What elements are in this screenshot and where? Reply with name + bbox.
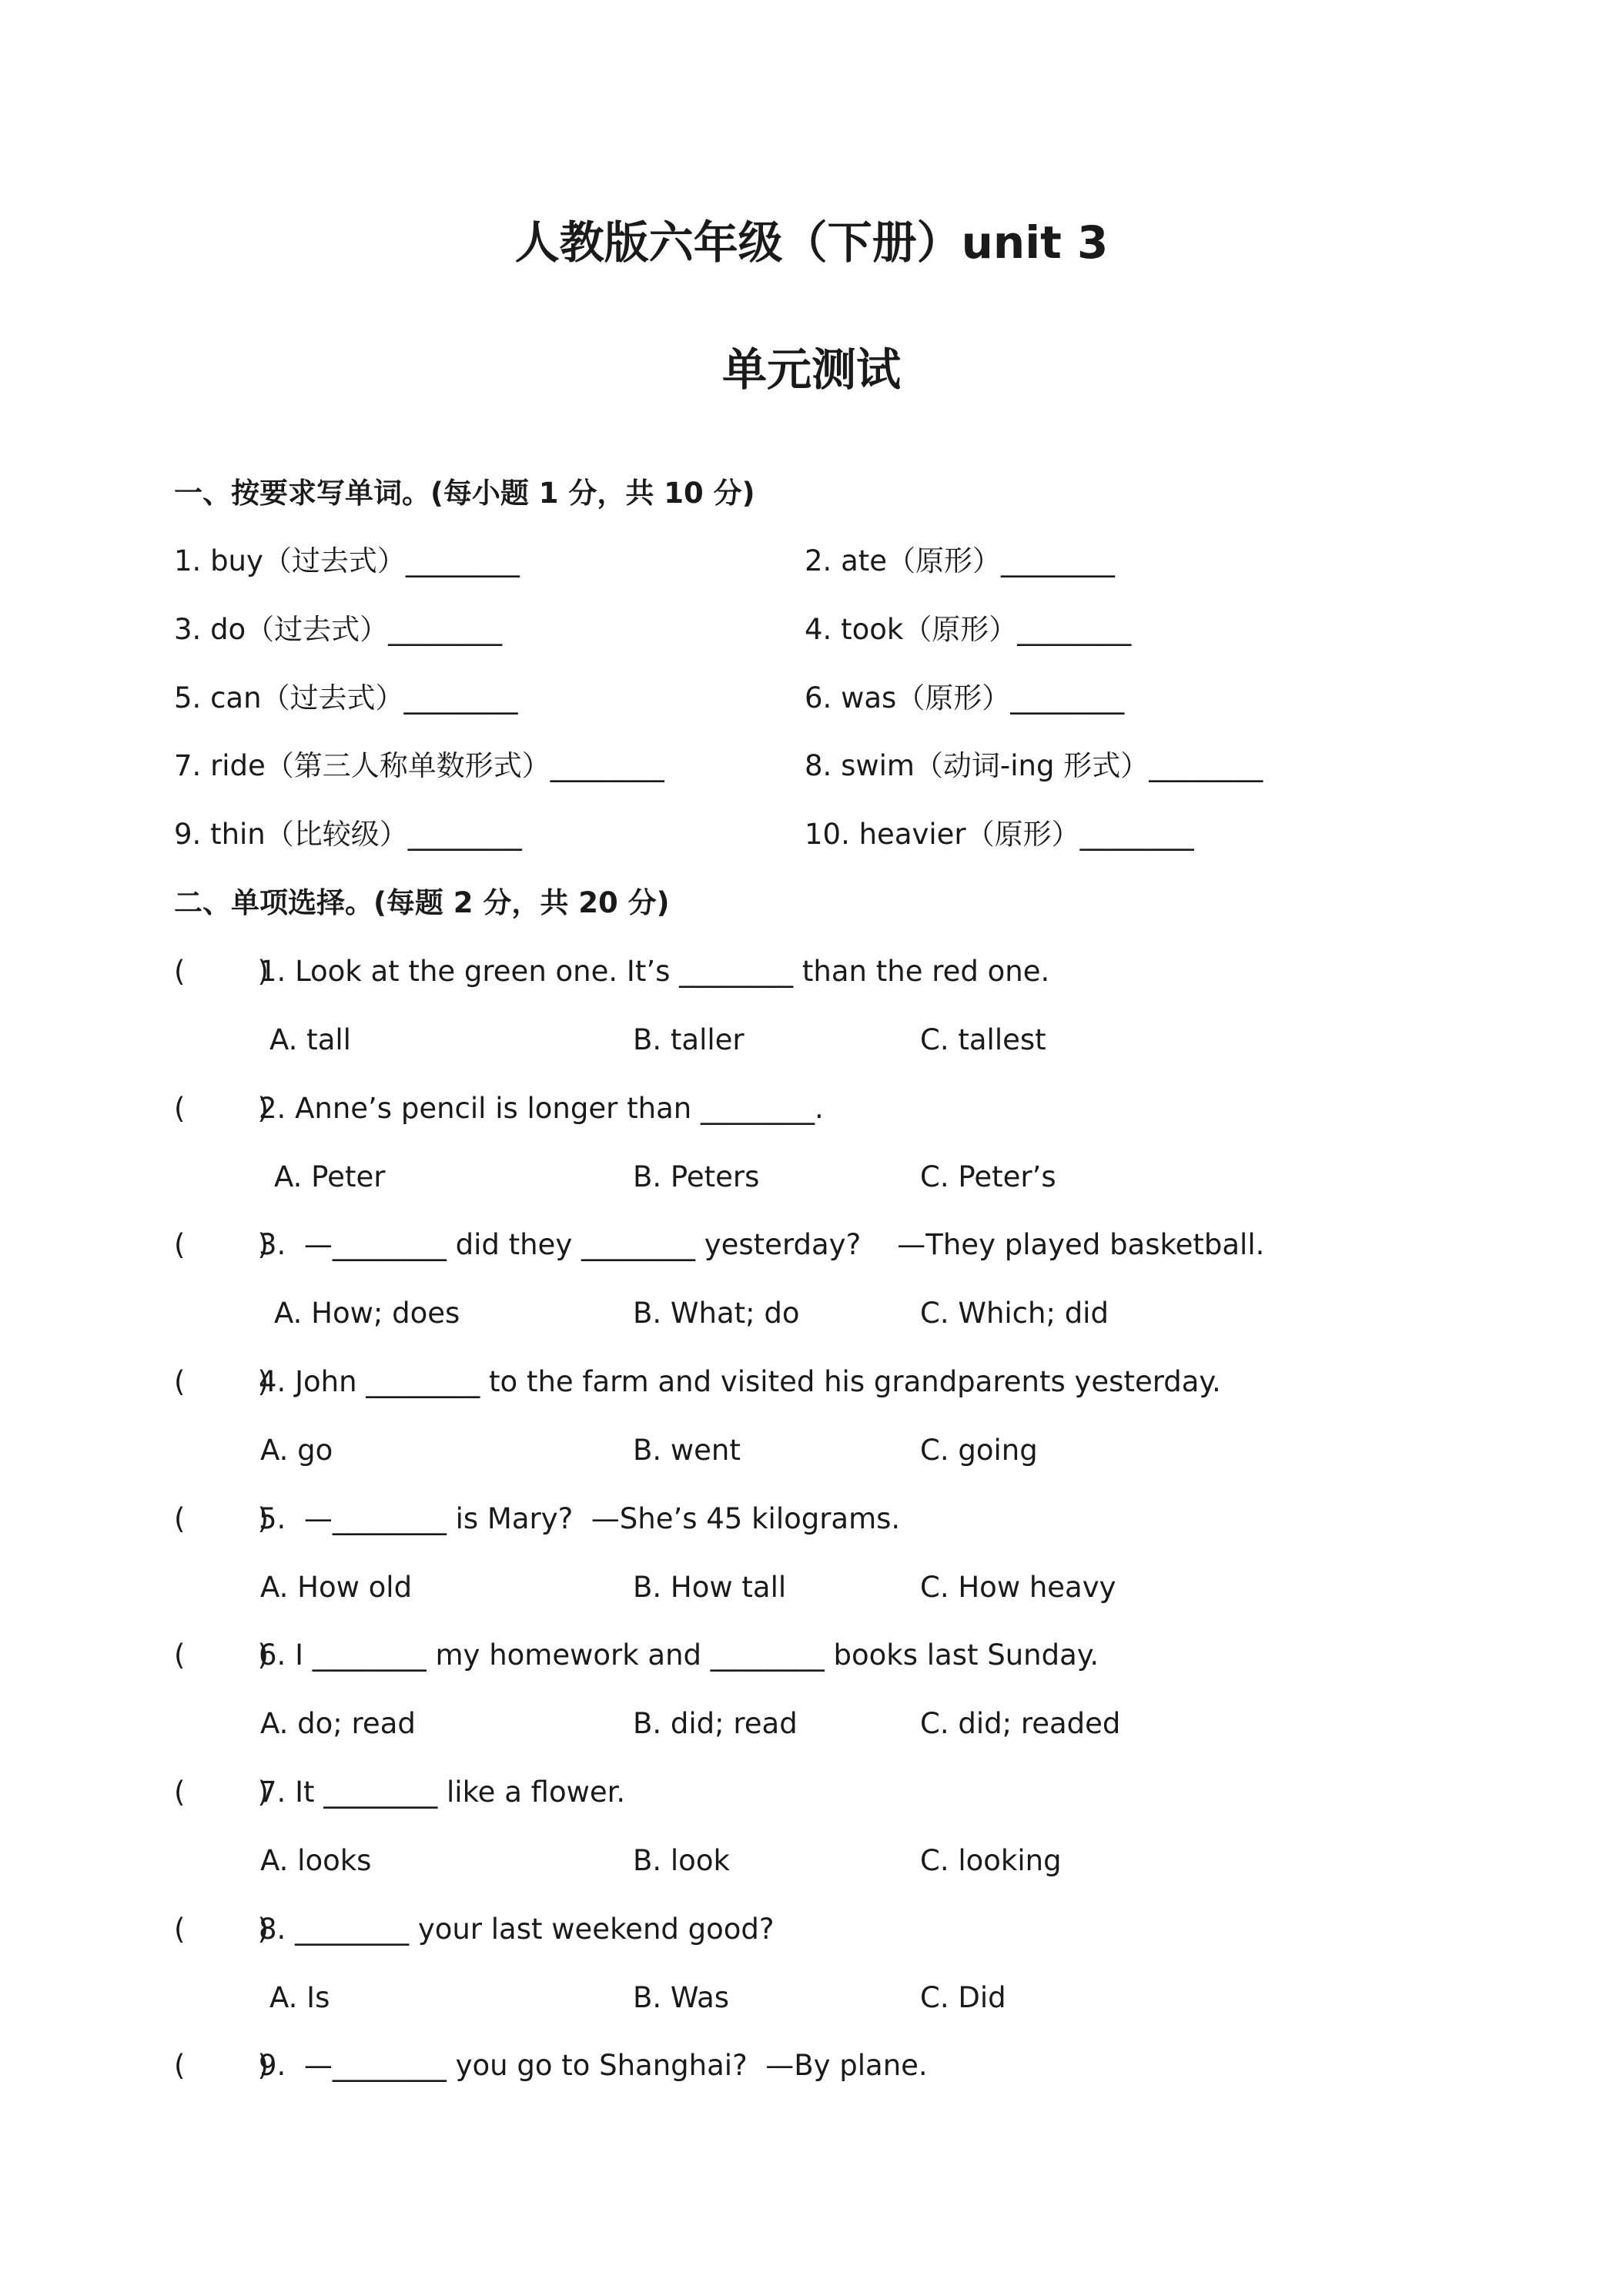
word-item-3: 3. do（过去式）________ — [174, 613, 503, 646]
word-item-10: 10. heavier（原形）________ — [805, 818, 1194, 851]
option-a: A. Is — [269, 1981, 330, 2014]
word-item-5: 5. can（过去式）________ — [174, 681, 518, 715]
answer-bracket: ( ) — [174, 1228, 269, 1261]
option-c: C. Peter’s — [920, 1160, 1056, 1193]
word-item-4: 4. took（原形）________ — [805, 613, 1132, 646]
option-c: C. How heavy — [920, 1571, 1116, 1604]
option-c: C. Which; did — [920, 1297, 1109, 1330]
answer-bracket: ( ) — [174, 1638, 269, 1672]
option-a: A. go — [260, 1434, 333, 1467]
option-c: C. Did — [920, 1981, 1006, 2014]
question-7: 7. It ________ like a flower. — [259, 1776, 626, 1809]
answer-bracket: ( ) — [174, 1502, 269, 1535]
question-9: 9. —________ you go to Shanghai? —By plane. — [259, 2049, 928, 2082]
word-item-6: 6. was（原形）________ — [805, 681, 1125, 715]
word-item-1: 1. buy（过去式）________ — [174, 544, 520, 577]
option-b: B. taller — [633, 1023, 745, 1056]
option-a: A. Peter — [274, 1160, 386, 1193]
question-5: 5. —________ is Mary? —She’s 45 kilograms. — [259, 1502, 901, 1535]
word-item-2: 2. ate（原形）________ — [805, 544, 1116, 577]
word-item-7: 7. ride（第三人称单数形式）________ — [174, 749, 664, 782]
answer-bracket: ( ) — [174, 1092, 269, 1125]
option-a: A. How; does — [274, 1297, 460, 1330]
option-a: A. do; read — [260, 1707, 416, 1740]
option-b: B. did; read — [633, 1707, 798, 1740]
question-2: 2. Anne’s pencil is longer than ________. — [259, 1092, 824, 1125]
section-1-heading: 一、按要求写单词。(每小题 1 分，共 10 分) — [174, 477, 755, 510]
option-a: A. How old — [260, 1571, 413, 1604]
answer-bracket: ( ) — [174, 955, 269, 988]
question-4: 4. John ________ to the farm and visited his grandparents yesterday. — [259, 1365, 1221, 1398]
answer-bracket: ( ) — [174, 1913, 269, 1946]
option-c: C. did; readed — [920, 1707, 1121, 1740]
option-b: B. went — [633, 1434, 741, 1467]
page-subtitle: 单元测试 — [721, 343, 901, 396]
option-a: A. tall — [269, 1023, 351, 1056]
option-c: C. tallest — [920, 1023, 1046, 1056]
option-b: B. Was — [633, 1981, 730, 2014]
section-2-heading: 二、单项选择。(每题 2 分，共 20 分) — [174, 886, 670, 919]
answer-bracket: ( ) — [174, 1365, 269, 1398]
question-1: 1. Look at the green one. It’s ________ than the red one. — [259, 955, 1050, 988]
option-a: A. looks — [260, 1844, 372, 1877]
option-b: B. What; do — [633, 1297, 800, 1330]
answer-bracket: ( ) — [174, 1776, 269, 1809]
question-8: 8. ________ your last weekend good? — [259, 1913, 775, 1946]
option-c: C. looking — [920, 1844, 1062, 1877]
word-item-9: 9. thin（比较级）________ — [174, 818, 522, 851]
option-b: B. look — [633, 1844, 730, 1877]
option-b: B. How tall — [633, 1571, 787, 1604]
word-item-8: 8. swim（动词-ing 形式）________ — [805, 749, 1263, 782]
answer-bracket: ( ) — [174, 2049, 269, 2082]
question-6: 6. I ________ my homework and ________ books last Sunday. — [259, 1638, 1099, 1672]
option-c: C. going — [920, 1434, 1038, 1467]
question-3: 3. —________ did they ________ yesterday? —They played basketball. — [259, 1228, 1265, 1261]
option-b: B. Peters — [633, 1160, 760, 1193]
page-title: 人教版六年级（下册）unit 3 — [514, 216, 1109, 269]
